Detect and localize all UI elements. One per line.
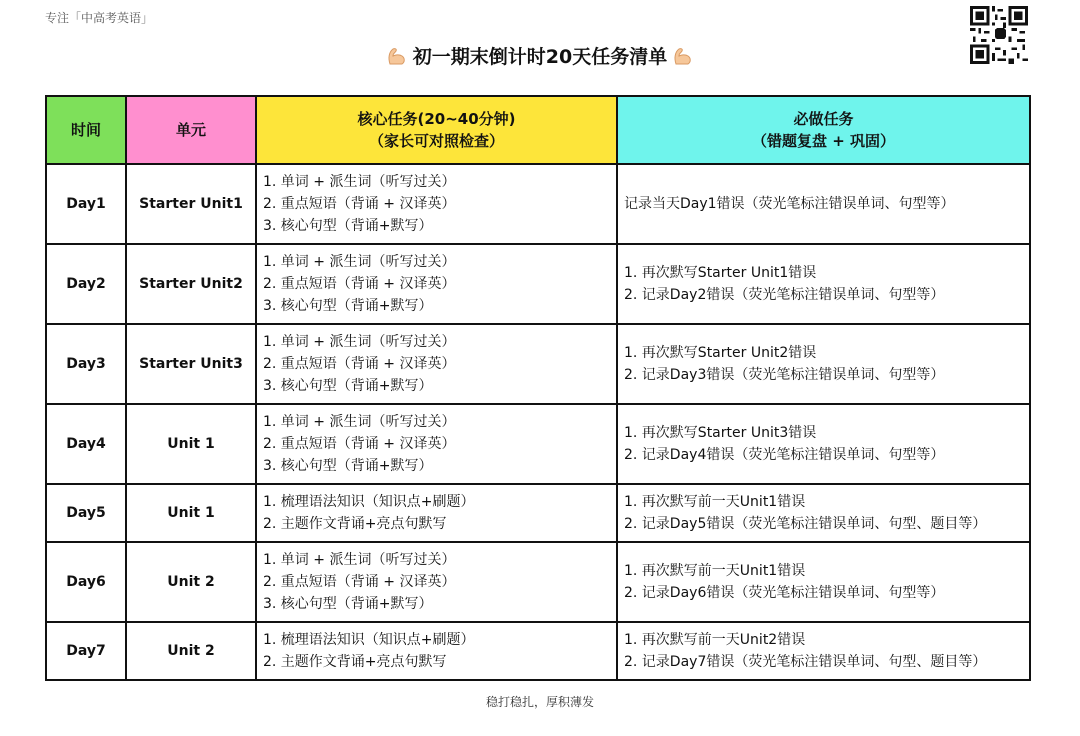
page-title-text: 初一期末倒计时20天任务清单	[412, 46, 668, 68]
must-task-line: 1. 再次默写Starter Unit1错误	[624, 265, 817, 281]
table-row	[46, 404, 1030, 484]
core-task-line: 2. 主题作文背诵+亮点句默写	[263, 654, 447, 670]
must-task-line: 1. 再次默写Starter Unit2错误	[624, 345, 817, 361]
must-task-line: 2. 记录Day2错误（荧光笔标注错误单词、句型等）	[624, 287, 945, 303]
must-task-line: 1. 再次默写Starter Unit3错误	[624, 425, 817, 441]
flexed-biceps-icon	[385, 44, 409, 68]
header-core-task	[256, 96, 617, 164]
must-task-line: 2. 记录Day7错误（荧光笔标注错误单词、句型、题目等）	[624, 654, 987, 670]
must-task-cell	[617, 484, 1030, 542]
table-row	[46, 244, 1030, 324]
core-task-cell	[256, 164, 617, 244]
core-task-line: 3. 核心句型（背诵+默写）	[263, 596, 433, 612]
unit-cell: Starter Unit1	[126, 164, 256, 244]
page-title	[0, 42, 1080, 69]
must-task-cell	[617, 542, 1030, 622]
unit-cell: Unit 1	[126, 404, 256, 484]
table-row	[46, 542, 1030, 622]
core-task-line: 2. 重点短语（背诵 + 汉译英）	[263, 356, 456, 372]
day-cell: Day4	[46, 404, 126, 484]
core-task-line: 3. 核心句型（背诵+默写）	[263, 458, 433, 474]
must-task-line: 1. 再次默写前一天Unit2错误	[624, 632, 806, 648]
core-task-line: 1. 单词 + 派生词（听写过关）	[263, 254, 456, 270]
core-task-line: 1. 梳理语法知识（知识点+刷题）	[263, 632, 475, 648]
unit-cell: Unit 2	[126, 542, 256, 622]
must-task-cell	[617, 244, 1030, 324]
must-task-line: 2. 记录Day3错误（荧光笔标注错误单词、句型等）	[624, 367, 945, 383]
header-must-line1: 必做任务	[793, 110, 854, 128]
brand-label: 专注「中高考英语」	[45, 11, 154, 25]
header-unit: 单元	[126, 96, 256, 164]
unit-cell: Starter Unit3	[126, 324, 256, 404]
must-task-line: 记录当天Day1错误（荧光笔标注错误单词、句型等）	[624, 196, 955, 212]
table-row	[46, 324, 1030, 404]
core-task-line: 2. 重点短语（背诵 + 汉译英）	[263, 436, 456, 452]
core-task-line: 3. 核心句型（背诵+默写）	[263, 298, 433, 314]
core-task-cell	[256, 404, 617, 484]
day-cell: Day3	[46, 324, 126, 404]
unit-cell: Starter Unit2	[126, 244, 256, 324]
must-task-cell	[617, 622, 1030, 680]
core-task-cell	[256, 324, 617, 404]
core-task-cell	[256, 542, 617, 622]
core-task-line: 2. 重点短语（背诵 + 汉译英）	[263, 574, 456, 590]
must-task-line: 1. 再次默写前一天Unit1错误	[624, 563, 806, 579]
day-cell: Day1	[46, 164, 126, 244]
core-task-line: 2. 重点短语（背诵 + 汉译英）	[263, 276, 456, 292]
unit-cell: Unit 2	[126, 622, 256, 680]
core-task-line: 1. 单词 + 派生词（听写过关）	[263, 552, 456, 568]
must-task-line: 2. 记录Day5错误（荧光笔标注错误单词、句型、题目等）	[624, 516, 987, 532]
header-core-line1: 核心任务(20~40分钟)	[357, 110, 516, 128]
core-task-line: 1. 单词 + 派生词（听写过关）	[263, 334, 456, 350]
day-cell: Day6	[46, 542, 126, 622]
core-task-line: 2. 主题作文背诵+亮点句默写	[263, 516, 447, 532]
day-cell: Day7	[46, 622, 126, 680]
must-task-cell	[617, 404, 1030, 484]
flexed-biceps-icon	[671, 44, 695, 68]
core-task-line: 3. 核心句型（背诵+默写）	[263, 218, 433, 234]
core-task-line: 1. 单词 + 派生词（听写过关）	[263, 414, 456, 430]
day-cell: Day5	[46, 484, 126, 542]
must-task-cell	[617, 164, 1030, 244]
must-task-line: 2. 记录Day4错误（荧光笔标注错误单词、句型等）	[624, 447, 945, 463]
must-task-line: 2. 记录Day6错误（荧光笔标注错误单词、句型等）	[624, 585, 945, 601]
task-table	[45, 95, 1031, 681]
must-task-line: 1. 再次默写前一天Unit1错误	[624, 494, 806, 510]
header-time: 时间	[46, 96, 126, 164]
header-must-line2: （错题复盘 + 巩固）	[751, 132, 895, 150]
header-core-line2: （家长可对照检查）	[368, 132, 504, 150]
table-row	[46, 164, 1030, 244]
day-cell: Day2	[46, 244, 126, 324]
footer-slogan: 稳打稳扎，厚积薄发	[485, 695, 594, 709]
table-row	[46, 622, 1030, 680]
core-task-line: 3. 核心句型（背诵+默写）	[263, 378, 433, 394]
must-task-cell	[617, 324, 1030, 404]
core-task-cell	[256, 244, 617, 324]
unit-cell: Unit 1	[126, 484, 256, 542]
core-task-line: 2. 重点短语（背诵 + 汉译英）	[263, 196, 456, 212]
core-task-cell	[256, 622, 617, 680]
core-task-line: 1. 单词 + 派生词（听写过关）	[263, 174, 456, 190]
table-row	[46, 484, 1030, 542]
core-task-line: 1. 梳理语法知识（知识点+刷题）	[263, 494, 475, 510]
core-task-cell	[256, 484, 617, 542]
header-must-task	[617, 96, 1030, 164]
